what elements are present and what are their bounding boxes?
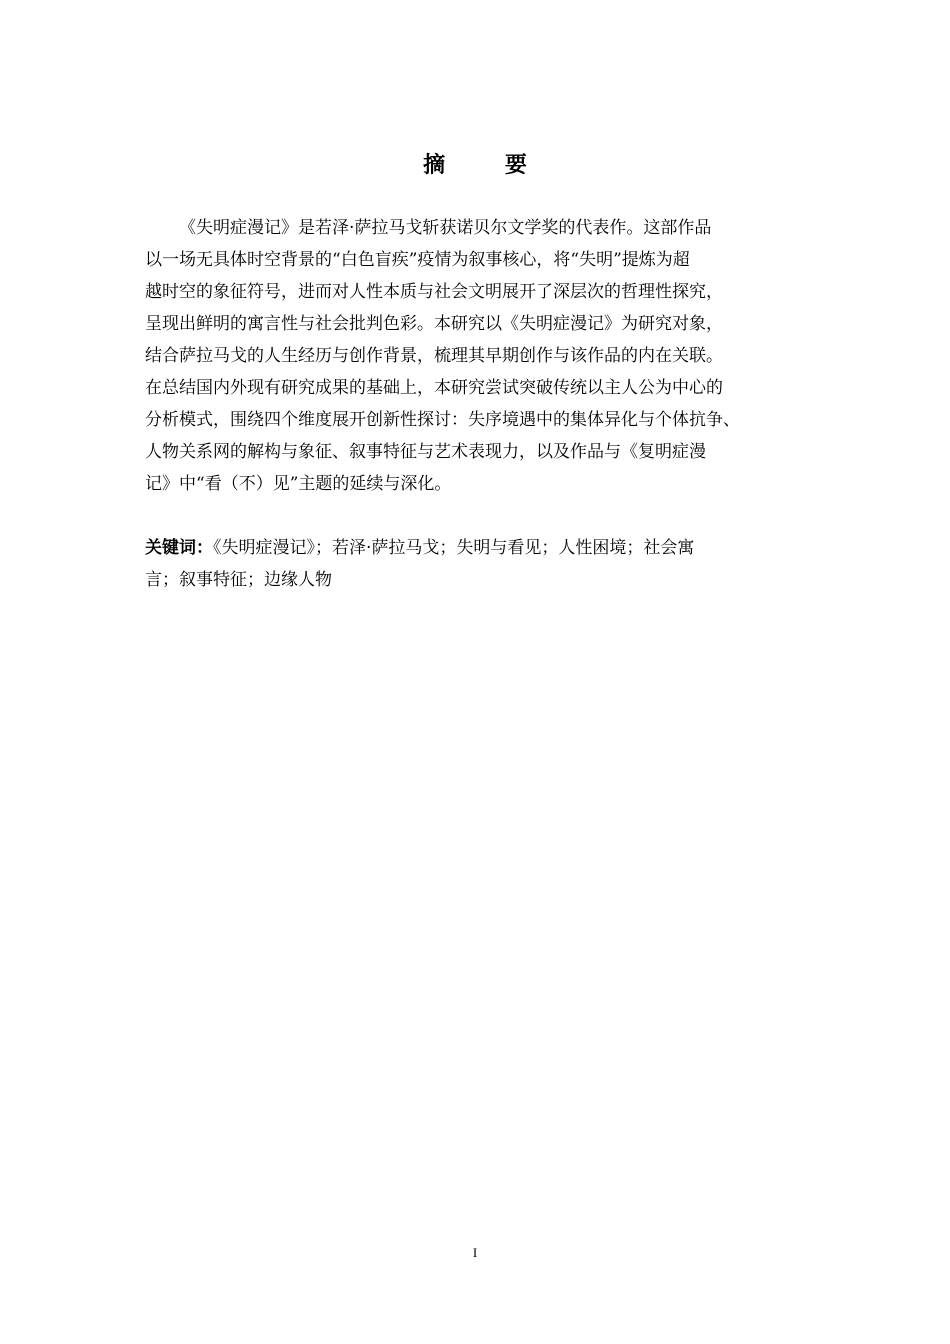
abstract-line: 人物关系网的解构与象征、叙事特征与艺术表现力，以及作品与《复明症漫 [145, 442, 706, 462]
abstract-line: 《失明症漫记》是若泽·萨拉马戈斩获诺贝尔文学奖的代表作。这部作品 [179, 218, 712, 238]
abstract-line: 在总结国内外现有研究成果的基础上，本研究尝试突破传统以主人公为中心的 [145, 378, 723, 398]
page-number: I [472, 1245, 478, 1260]
abstract-body [145, 212, 810, 500]
abstract-line: 分析模式，围绕四个维度展开创新性探讨：失序境遇中的集体异化与个体抗争、 [145, 410, 740, 430]
abstract-line: 呈现出鲜明的寓言性与社会批判色彩。本研究以《失明症漫记》为研究对象， [145, 314, 723, 334]
keywords-line: 言；叙事特征；边缘人物 [145, 570, 332, 590]
abstract-line: 结合萨拉马戈的人生经历与创作背景，梳理其早期创作与该作品的内在关联。 [145, 346, 723, 366]
keywords-text: 《失明症漫记》；若泽·萨拉马戈；失明与看见；人性困境；社会寓 [213, 538, 695, 558]
keywords-line [145, 532, 810, 564]
page-title: 摘 要 [423, 153, 553, 178]
keywords-label: 关键词： [145, 538, 213, 558]
abstract-line: 以一场无具体时空背景的“白色盲疾”疫情为叙事核心，将“失明”提炼为超 [145, 250, 690, 270]
abstract-line: 越时空的象征符号，进而对人性本质与社会文明展开了深层次的哲理性探究， [145, 282, 723, 302]
keywords-section [145, 532, 810, 596]
abstract-line: 记》中“看（不）见”主题的延续与深化。 [145, 474, 452, 494]
